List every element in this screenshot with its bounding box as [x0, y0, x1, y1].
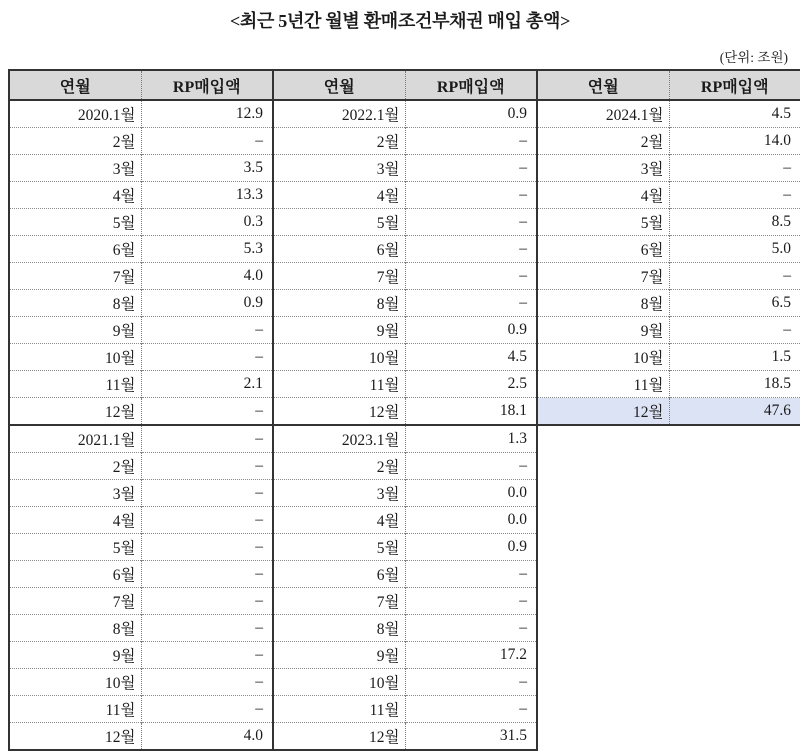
yearmonth-cell: 3월: [273, 155, 405, 182]
yearmonth-cell: 8월: [9, 290, 141, 317]
table-row: [273, 696, 537, 723]
rp-amount-cell: –: [141, 588, 273, 615]
rp-amount-cell: 0.3: [141, 209, 273, 236]
yearmonth-cell: 3월: [537, 155, 669, 182]
table-row: [537, 263, 800, 290]
yearmonth-cell: 7월: [273, 263, 405, 290]
header-row: [9, 70, 273, 100]
table-row: [273, 669, 537, 696]
yearmonth-cell: 6월: [273, 236, 405, 263]
yearmonth-cell: 7월: [273, 588, 405, 615]
rp-amount-cell: 17.2: [405, 642, 537, 669]
table-title: <최근 5년간 월별 환매조건부채권 매입 총액>: [229, 11, 571, 31]
rp-amount-cell: 12.9: [141, 100, 273, 128]
yearmonth-cell: 5월: [9, 209, 141, 236]
rp-amount-cell: –: [141, 669, 273, 696]
rp-amount-cell: 18.5: [669, 371, 800, 398]
table-row: [273, 561, 537, 588]
table-pair-2022-2023: [272, 69, 538, 751]
table-row: [9, 425, 273, 453]
rp-amount-cell: –: [405, 236, 537, 263]
yearmonth-cell: 10월: [9, 344, 141, 371]
rp-amount-cell: 14.0: [669, 128, 800, 155]
table-row: [9, 263, 273, 290]
table-row: [537, 344, 800, 371]
table-pair-2024: [536, 69, 800, 426]
rp-amount-cell: –: [141, 561, 273, 588]
table-row: [273, 317, 537, 344]
table-row: [9, 669, 273, 696]
table-row: [273, 371, 537, 398]
table-pair-2020-2021: [8, 69, 274, 751]
rp-amount-cell: –: [141, 615, 273, 642]
rp-amount-cell: –: [669, 155, 800, 182]
rp-purchase-table: [8, 69, 800, 751]
table-row: [9, 723, 273, 751]
table-row: [537, 398, 800, 426]
rp-amount-cell: 47.6: [669, 398, 800, 426]
header-row: [537, 70, 800, 100]
rp-amount-cell: –: [141, 398, 273, 426]
yearmonth-cell: 6월: [9, 236, 141, 263]
col-header-yearmonth: 연월: [9, 70, 141, 100]
yearmonth-cell: 5월: [273, 209, 405, 236]
rp-amount-cell: –: [141, 425, 273, 453]
table-row: [9, 344, 273, 371]
yearmonth-cell: 11월: [273, 371, 405, 398]
yearmonth-cell: 10월: [273, 344, 405, 371]
rp-amount-cell: –: [405, 155, 537, 182]
table-row: [537, 128, 800, 155]
table-row: [9, 561, 273, 588]
table-row: [273, 155, 537, 182]
table-row: [273, 100, 537, 128]
yearmonth-cell: 8월: [537, 290, 669, 317]
rp-amount-cell: 0.9: [141, 290, 273, 317]
yearmonth-cell: 10월: [537, 344, 669, 371]
yearmonth-cell: 4월: [273, 507, 405, 534]
yearmonth-cell: 3월: [9, 480, 141, 507]
yearmonth-cell: 12월: [273, 723, 405, 751]
table-row: [273, 398, 537, 426]
table-row: [9, 182, 273, 209]
table-row: [537, 236, 800, 263]
rp-amount-cell: 3.5: [141, 155, 273, 182]
yearmonth-cell: 2021.1월: [9, 425, 141, 453]
table-row: [273, 209, 537, 236]
table-row: [537, 317, 800, 344]
yearmonth-cell: 2024.1월: [537, 100, 669, 128]
rp-amount-cell: 0.9: [405, 534, 537, 561]
table-row: [9, 128, 273, 155]
table-row: [273, 425, 537, 453]
table-row: [273, 642, 537, 669]
table-row: [273, 588, 537, 615]
table-row: [273, 453, 537, 480]
yearmonth-cell: 2월: [537, 128, 669, 155]
yearmonth-cell: 2월: [273, 128, 405, 155]
table-row: [9, 209, 273, 236]
yearmonth-cell: 12월: [273, 398, 405, 426]
rp-amount-cell: 4.5: [405, 344, 537, 371]
table-row: [9, 696, 273, 723]
table-row: [273, 723, 537, 751]
col-header-rp-amount: RP매입액: [405, 70, 537, 100]
table-row: [537, 209, 800, 236]
rp-amount-cell: 18.1: [405, 398, 537, 426]
yearmonth-cell: 3월: [273, 480, 405, 507]
rp-amount-cell: 0.9: [405, 100, 537, 128]
table-row: [9, 398, 273, 426]
table-row: [537, 290, 800, 317]
yearmonth-cell: 5월: [9, 534, 141, 561]
rp-amount-cell: 0.9: [405, 317, 537, 344]
table-row: [273, 507, 537, 534]
table-row: [273, 128, 537, 155]
table-row: [273, 480, 537, 507]
unit-note: (단위: 조원): [719, 50, 788, 65]
col-header-yearmonth: 연월: [273, 70, 405, 100]
table-row: [9, 507, 273, 534]
col-header-rp-amount: RP매입액: [669, 70, 800, 100]
table-row: [273, 290, 537, 317]
yearmonth-cell: 4월: [9, 182, 141, 209]
rp-amount-cell: –: [405, 696, 537, 723]
table-row: [273, 263, 537, 290]
yearmonth-cell: 7월: [9, 588, 141, 615]
rp-amount-cell: 2.1: [141, 371, 273, 398]
yearmonth-cell: 10월: [273, 669, 405, 696]
yearmonth-cell: 3월: [9, 155, 141, 182]
rp-amount-cell: –: [141, 480, 273, 507]
rp-amount-cell: –: [141, 317, 273, 344]
yearmonth-cell: 9월: [9, 642, 141, 669]
rp-amount-cell: –: [141, 507, 273, 534]
rp-amount-cell: 13.3: [141, 182, 273, 209]
rp-amount-cell: –: [141, 128, 273, 155]
rp-amount-cell: 5.3: [141, 236, 273, 263]
rp-amount-cell: –: [141, 344, 273, 371]
yearmonth-cell: 12월: [537, 398, 669, 426]
col-header-rp-amount: RP매입액: [141, 70, 273, 100]
table-row: [9, 615, 273, 642]
table-row: [9, 480, 273, 507]
yearmonth-cell: 12월: [9, 398, 141, 426]
table-row: [537, 371, 800, 398]
yearmonth-cell: 4월: [9, 507, 141, 534]
yearmonth-cell: 9월: [9, 317, 141, 344]
yearmonth-cell: 2월: [273, 453, 405, 480]
table-row: [9, 155, 273, 182]
yearmonth-cell: 10월: [9, 669, 141, 696]
table-row: [9, 317, 273, 344]
rp-amount-cell: –: [405, 615, 537, 642]
table-row: [9, 453, 273, 480]
table-row: [9, 371, 273, 398]
rp-amount-cell: –: [141, 642, 273, 669]
yearmonth-cell: 2월: [9, 128, 141, 155]
yearmonth-cell: 8월: [273, 290, 405, 317]
yearmonth-cell: 12월: [9, 723, 141, 751]
table-row: [537, 182, 800, 209]
page: [0, 7, 800, 751]
rp-amount-cell: –: [141, 534, 273, 561]
yearmonth-cell: 2023.1월: [273, 425, 405, 453]
table-row: [9, 100, 273, 128]
yearmonth-cell: 11월: [537, 371, 669, 398]
rp-amount-cell: 1.3: [405, 425, 537, 453]
table-row: [9, 588, 273, 615]
yearmonth-cell: 2022.1월: [273, 100, 405, 128]
yearmonth-cell: 11월: [9, 371, 141, 398]
rp-amount-cell: 4.0: [141, 263, 273, 290]
yearmonth-cell: 7월: [9, 263, 141, 290]
yearmonth-cell: 5월: [537, 209, 669, 236]
rp-amount-cell: 5.0: [669, 236, 800, 263]
rp-amount-cell: 31.5: [405, 723, 537, 751]
table-row: [9, 236, 273, 263]
table-row: [537, 100, 800, 128]
rp-amount-cell: –: [669, 317, 800, 344]
rp-amount-cell: 1.5: [669, 344, 800, 371]
rp-amount-cell: 4.5: [669, 100, 800, 128]
yearmonth-cell: 6월: [273, 561, 405, 588]
col-header-yearmonth: 연월: [537, 70, 669, 100]
yearmonth-cell: 6월: [9, 561, 141, 588]
yearmonth-cell: 7월: [537, 263, 669, 290]
rp-amount-cell: –: [141, 453, 273, 480]
table-row: [9, 534, 273, 561]
rp-amount-cell: 0.0: [405, 480, 537, 507]
table-row: [273, 615, 537, 642]
header-row: [273, 70, 537, 100]
rp-amount-cell: –: [405, 290, 537, 317]
yearmonth-cell: 11월: [273, 696, 405, 723]
rp-amount-cell: –: [405, 209, 537, 236]
rp-amount-cell: 8.5: [669, 209, 800, 236]
table-row: [9, 642, 273, 669]
yearmonth-cell: 8월: [9, 615, 141, 642]
rp-amount-cell: 0.0: [405, 507, 537, 534]
yearmonth-cell: 6월: [537, 236, 669, 263]
yearmonth-cell: 8월: [273, 615, 405, 642]
yearmonth-cell: 2월: [9, 453, 141, 480]
yearmonth-cell: 4월: [273, 182, 405, 209]
yearmonth-cell: 5월: [273, 534, 405, 561]
rp-amount-cell: –: [669, 263, 800, 290]
table-row: [9, 290, 273, 317]
table-row: [273, 344, 537, 371]
rp-amount-cell: 2.5: [405, 371, 537, 398]
yearmonth-cell: 4월: [537, 182, 669, 209]
yearmonth-cell: 2020.1월: [9, 100, 141, 128]
rp-amount-cell: 4.0: [141, 723, 273, 751]
rp-amount-cell: –: [405, 263, 537, 290]
yearmonth-cell: 9월: [273, 317, 405, 344]
yearmonth-cell: 9월: [273, 642, 405, 669]
rp-amount-cell: –: [405, 588, 537, 615]
rp-amount-cell: 6.5: [669, 290, 800, 317]
yearmonth-cell: 11월: [9, 696, 141, 723]
rp-amount-cell: –: [405, 453, 537, 480]
table-row: [273, 182, 537, 209]
table-row: [273, 534, 537, 561]
table-row: [273, 236, 537, 263]
rp-amount-cell: –: [405, 561, 537, 588]
rp-amount-cell: –: [669, 182, 800, 209]
rp-amount-cell: –: [141, 696, 273, 723]
rp-amount-cell: –: [405, 128, 537, 155]
yearmonth-cell: 9월: [537, 317, 669, 344]
rp-amount-cell: –: [405, 182, 537, 209]
table-row: [537, 155, 800, 182]
rp-amount-cell: –: [405, 669, 537, 696]
